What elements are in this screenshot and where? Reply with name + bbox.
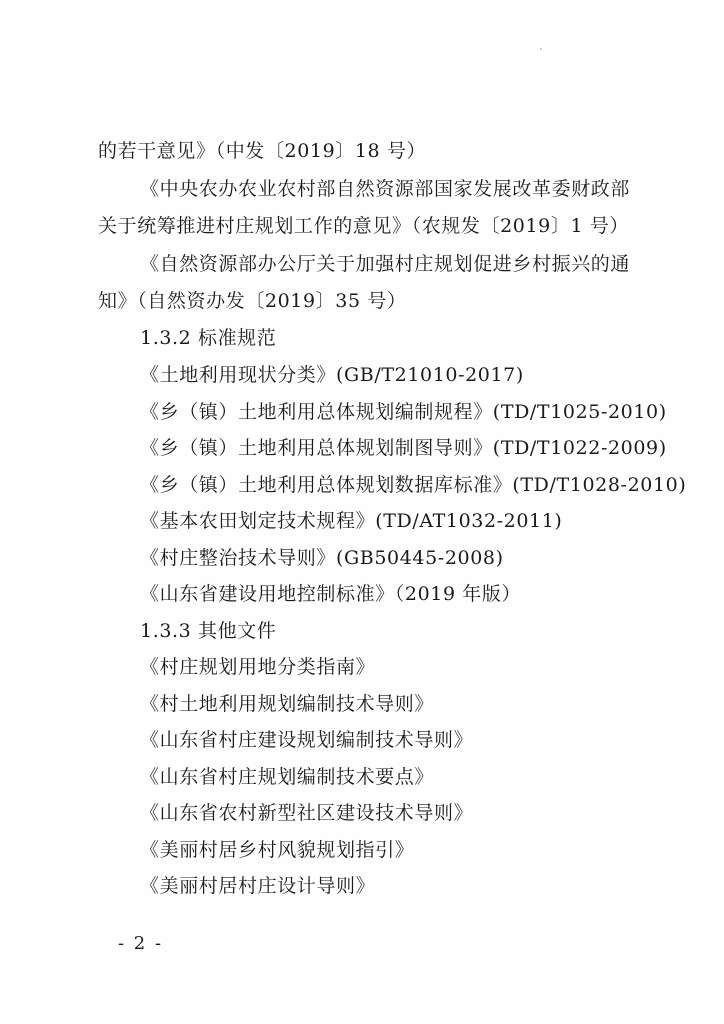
page-number: - 2 - — [118, 933, 164, 954]
other-doc-item-3: 《山东省村庄建设规划编制技术导则》 — [140, 729, 474, 751]
standard-item-2: 《乡（镇）土地利用总体规划编制规程》(TD/T1025-2010) — [140, 401, 667, 423]
other-doc-item-5: 《山东省农村新型社区建设技术导则》 — [140, 802, 474, 824]
other-doc-item-6: 《美丽村居乡村风貌规划指引》 — [140, 839, 415, 861]
standard-item-7: 《山东省建设用地控制标准》（2019 年版） — [140, 583, 522, 605]
text-line-3: 关于统筹推进村庄规划工作的意见》（农规发〔2019〕1 号） — [98, 215, 629, 237]
other-doc-item-7: 《美丽村居村庄设计导则》 — [140, 875, 376, 897]
text-line-5: 知》（自然资办发〔2019〕35 号） — [98, 290, 407, 312]
standard-item-4: 《乡（镇）土地利用总体规划数据库标准》(TD/T1028-2010) — [140, 474, 687, 496]
standard-item-6: 《村庄整治技术导则》(GB50445-2008) — [140, 547, 504, 569]
other-doc-item-4: 《山东省村庄规划编制技术要点》 — [140, 766, 435, 788]
standard-item-1: 《土地利用现状分类》(GB/T21010-2017) — [140, 364, 524, 386]
standard-item-3: 《乡（镇）土地利用总体规划制图导则》(TD/T1022-2009) — [140, 437, 667, 459]
scan-speck — [540, 48, 542, 50]
standard-item-5: 《基本农田划定技术规程》(TD/AT1032-2011) — [140, 510, 563, 532]
section-heading-1-3-3: 1.3.3 其他文件 — [140, 620, 277, 642]
text-line-1: 的若干意见》（中发〔2019〕18 号） — [98, 140, 427, 162]
text-line-2: 《中央农办农业农村部自然资源部国家发展改革委财政部 — [140, 178, 631, 200]
other-doc-item-2: 《村土地利用规划编制技术导则》 — [140, 693, 435, 715]
section-heading-1-3-2: 1.3.2 标准规范 — [140, 327, 277, 349]
other-doc-item-1: 《村庄规划用地分类指南》 — [140, 656, 376, 678]
text-line-4: 《自然资源部办公厅关于加强村庄规划促进乡村振兴的通 — [140, 253, 631, 275]
